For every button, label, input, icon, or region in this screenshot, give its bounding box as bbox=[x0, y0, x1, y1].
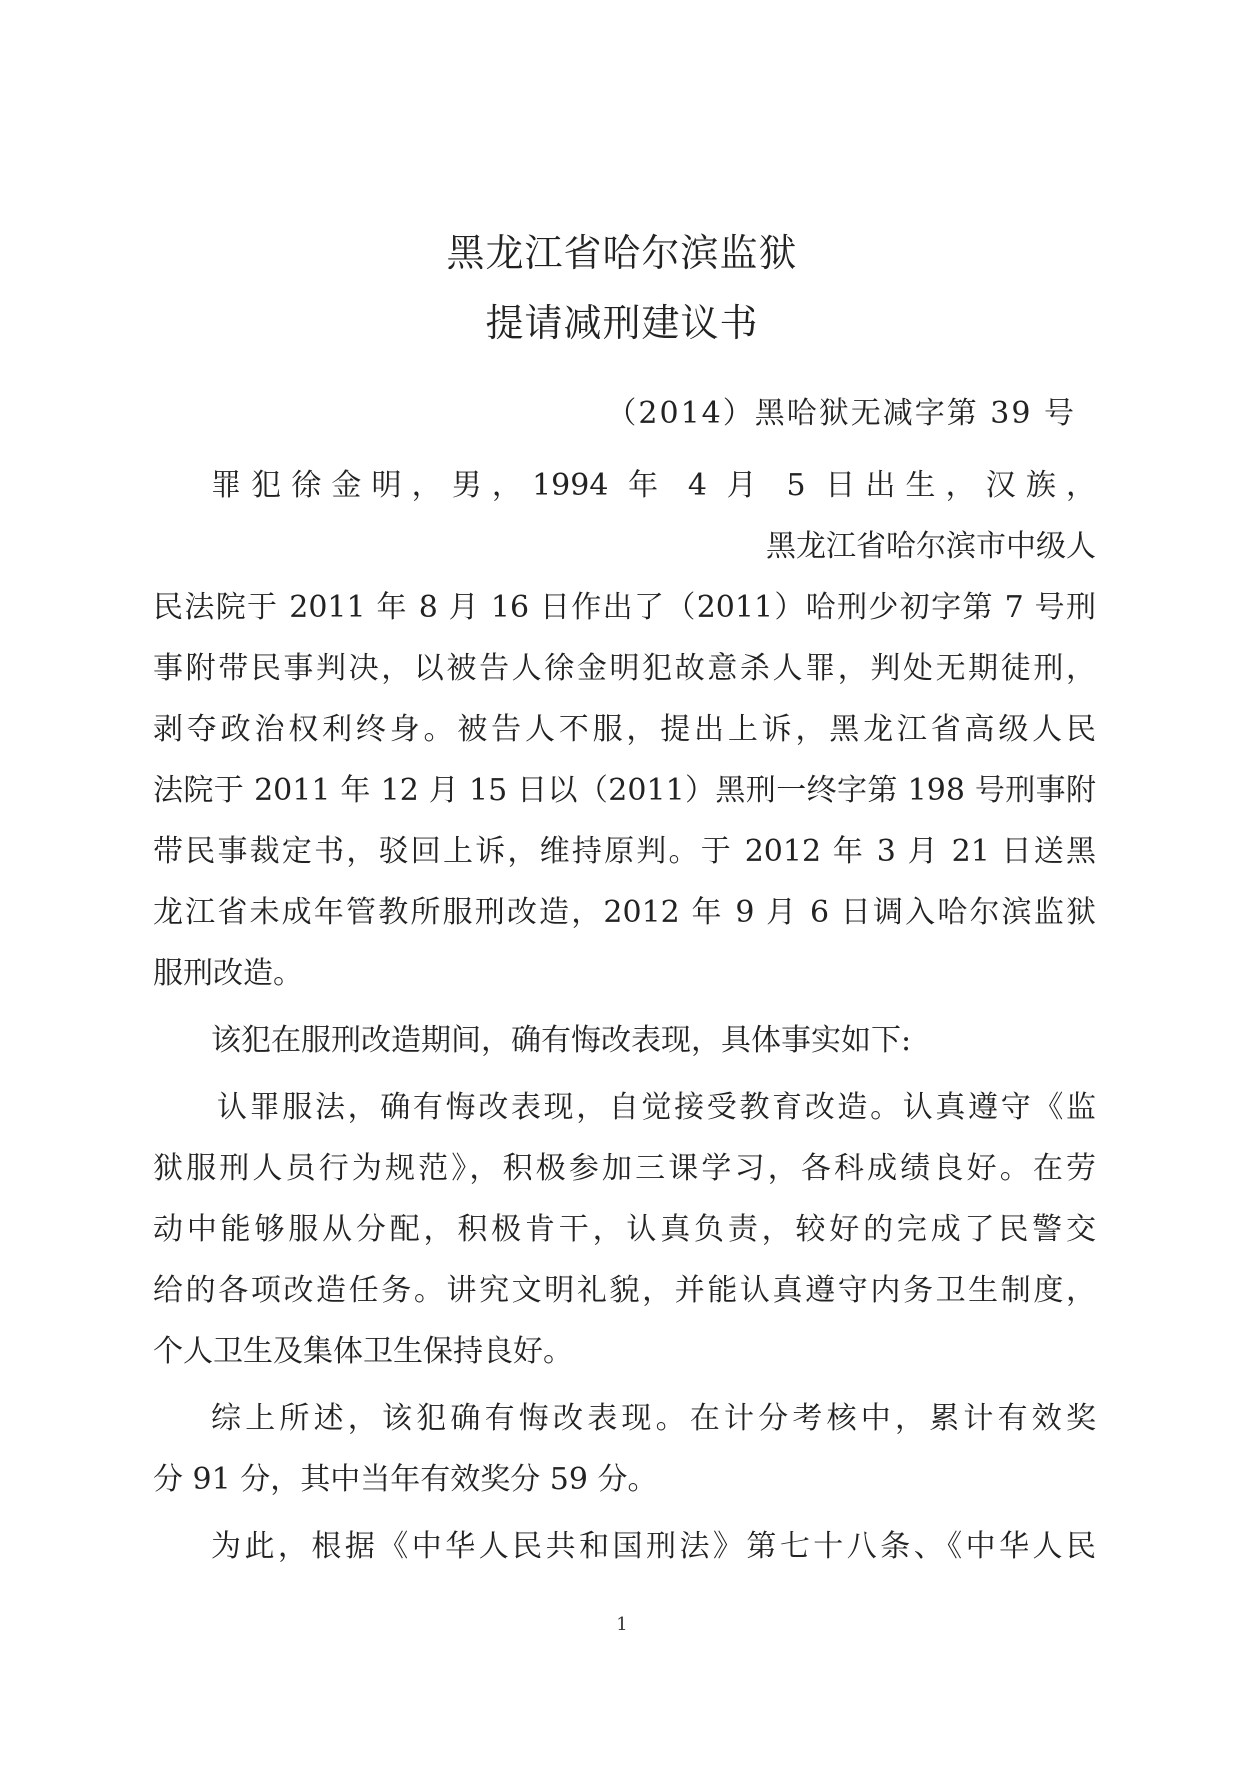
body-line: 分 91 分，其中当年有效奖分 59 分。 bbox=[153, 1462, 658, 1497]
body-line: 法院于 2011 年 12 月 15 日以（2011）黑刑一终字第 198 号刑事附 bbox=[153, 773, 1096, 808]
body-line: 动中能够服从分配，积极肯干，认真负责，较好的完成了民警交 bbox=[153, 1212, 1096, 1247]
body-line: 服刑改造。 bbox=[153, 956, 303, 991]
body-line: 罪犯徐金明，男，1994 年 4 月 5 日出生，汉族， bbox=[211, 468, 1096, 503]
body-line: 剥夺政治权利终身。被告人不服，提出上诉，黑龙江省高级人民 bbox=[153, 712, 1096, 747]
body-line: 龙江省未成年管教所服刑改造，2012 年 9 月 6 日调入哈尔滨监狱 bbox=[153, 895, 1096, 930]
body-line: 黑龙江省哈尔滨市中级人 bbox=[766, 529, 1096, 564]
body-line: 为此，根据《中华人民共和国刑法》第七十八条、《中华人民 bbox=[211, 1529, 1096, 1564]
document-title-line-1: 黑龙江省哈尔滨监狱 bbox=[446, 231, 798, 275]
document-number: （2014）黑哈狱无减字第 39 号 bbox=[606, 396, 1076, 431]
body-line: 综上所述，该犯确有悔改表现。在计分考核中，累计有效奖 bbox=[211, 1401, 1096, 1436]
document-body bbox=[153, 455, 1096, 1577]
body-line: 个人卫生及集体卫生保持良好。 bbox=[153, 1334, 573, 1369]
body-line: 该犯在服刑改造期间，确有悔改表现，具体事实如下: bbox=[211, 1023, 912, 1058]
body-line: 民法院于 2011 年 8 月 16 日作出了（2011）哈刑少初字第 7 号刑 bbox=[153, 590, 1096, 625]
page-number: 1 bbox=[616, 1614, 628, 1635]
body-line: 事附带民事判决，以被告人徐金明犯故意杀人罪，判处无期徒刑， bbox=[153, 651, 1096, 686]
body-line: 狱服刑人员行为规范》，积极参加三课学习，各科成绩良好。在劳 bbox=[153, 1151, 1096, 1186]
document-title-line-2: 提请减刑建议书 bbox=[485, 301, 759, 345]
body-line: 给的各项改造任务。讲究文明礼貌，并能认真遵守内务卫生制度， bbox=[153, 1273, 1096, 1308]
body-line: 带民事裁定书，驳回上诉，维持原判。于 2012 年 3 月 21 日送黑 bbox=[153, 834, 1096, 869]
body-line: 认罪服法，确有悔改表现，自觉接受教育改造。认真遵守《监 bbox=[217, 1090, 1096, 1125]
